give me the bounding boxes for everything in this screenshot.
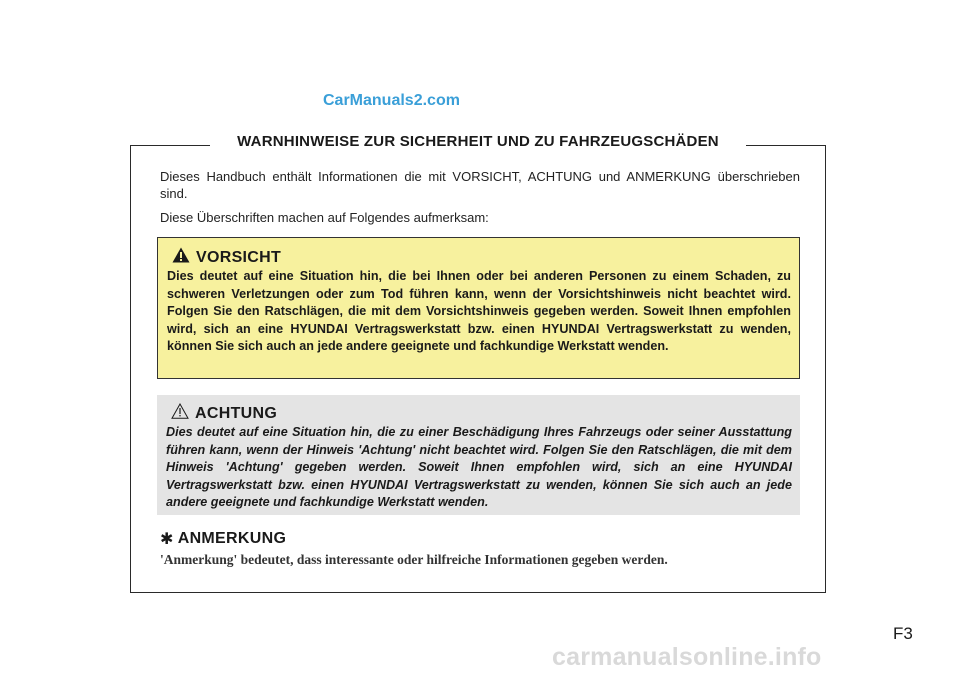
watermark-top: CarManuals2.com: [323, 92, 460, 109]
caution-text: Dies deutet auf eine Situation hin, die bei Ihnen oder bei anderen Personen zu einem Schaden, zu schweren Verletzungen oder zum Tod führen kann, wenn der Vorsichtshinweis nicht beachtet wird. Folgen Sie den Ratschlägen, die mit dem Vorsichtshinweis gegeben werden. Soweit Ihnen empfohlen wird, sich an eine HYUNDAI Vertragswerkstatt bzw. einen HYUNDAI Vertragswerkstatt zu wenden, können Sie sich auch an jede andere geeignete und fachkundige Werkstatt wenden.: [167, 269, 791, 353]
intro-text: [160, 168, 800, 233]
star-icon: ✱: [160, 531, 174, 548]
note-label: ANMERKUNG: [177, 530, 287, 547]
note-header: [160, 529, 286, 549]
watermark-bottom: carmanualsonline.info: [552, 643, 822, 671]
section-title: WARNHINWEISE ZUR SICHERHEIT UND ZU FAHRZEUGSCHÄDEN: [210, 133, 746, 150]
caution-label: VORSICHT: [196, 248, 282, 266]
page-number: F3: [893, 624, 913, 643]
warning-text: Dies deutet auf eine Situation hin, die zu einer Beschädigung Ihres Fahrzeugs oder seiner Ausstattung führen kann, wenn der Hinweis 'Achtung' nicht beachtet wird. Folgen Sie den Ratschlägen, die mit dem Hinweis 'Achtung' gegeben werden. Soweit Ihnen empfohlen wird, sich an eine HYUNDAI Vertragswerkstatt bzw. einen HYUNDAI Vertragswerkstatt zu wenden, können Sie sich auch an jede andere geeignete und fachkundige Werkstatt wenden.: [166, 425, 792, 509]
warning-triangle-outline-icon: [171, 403, 189, 424]
caution-box: [157, 237, 800, 379]
intro-line-2: Diese Überschriften machen auf Folgendes aufmerksam:: [160, 210, 489, 225]
warning-label: ACHTUNG: [195, 404, 278, 422]
warning-box: [157, 395, 800, 515]
warning-triangle-filled-icon: [172, 247, 190, 268]
intro-line-1: Dieses Handbuch enthält Informationen die mit VORSICHT, ACHTUNG und ANMERKUNG überschrieben sind.: [160, 169, 800, 201]
warning-header: [171, 403, 277, 424]
caution-header: [172, 247, 281, 268]
note-text: 'Anmerkung' bedeutet, dass interessante oder hilfreiche Informationen gegeben werden.: [160, 552, 668, 567]
